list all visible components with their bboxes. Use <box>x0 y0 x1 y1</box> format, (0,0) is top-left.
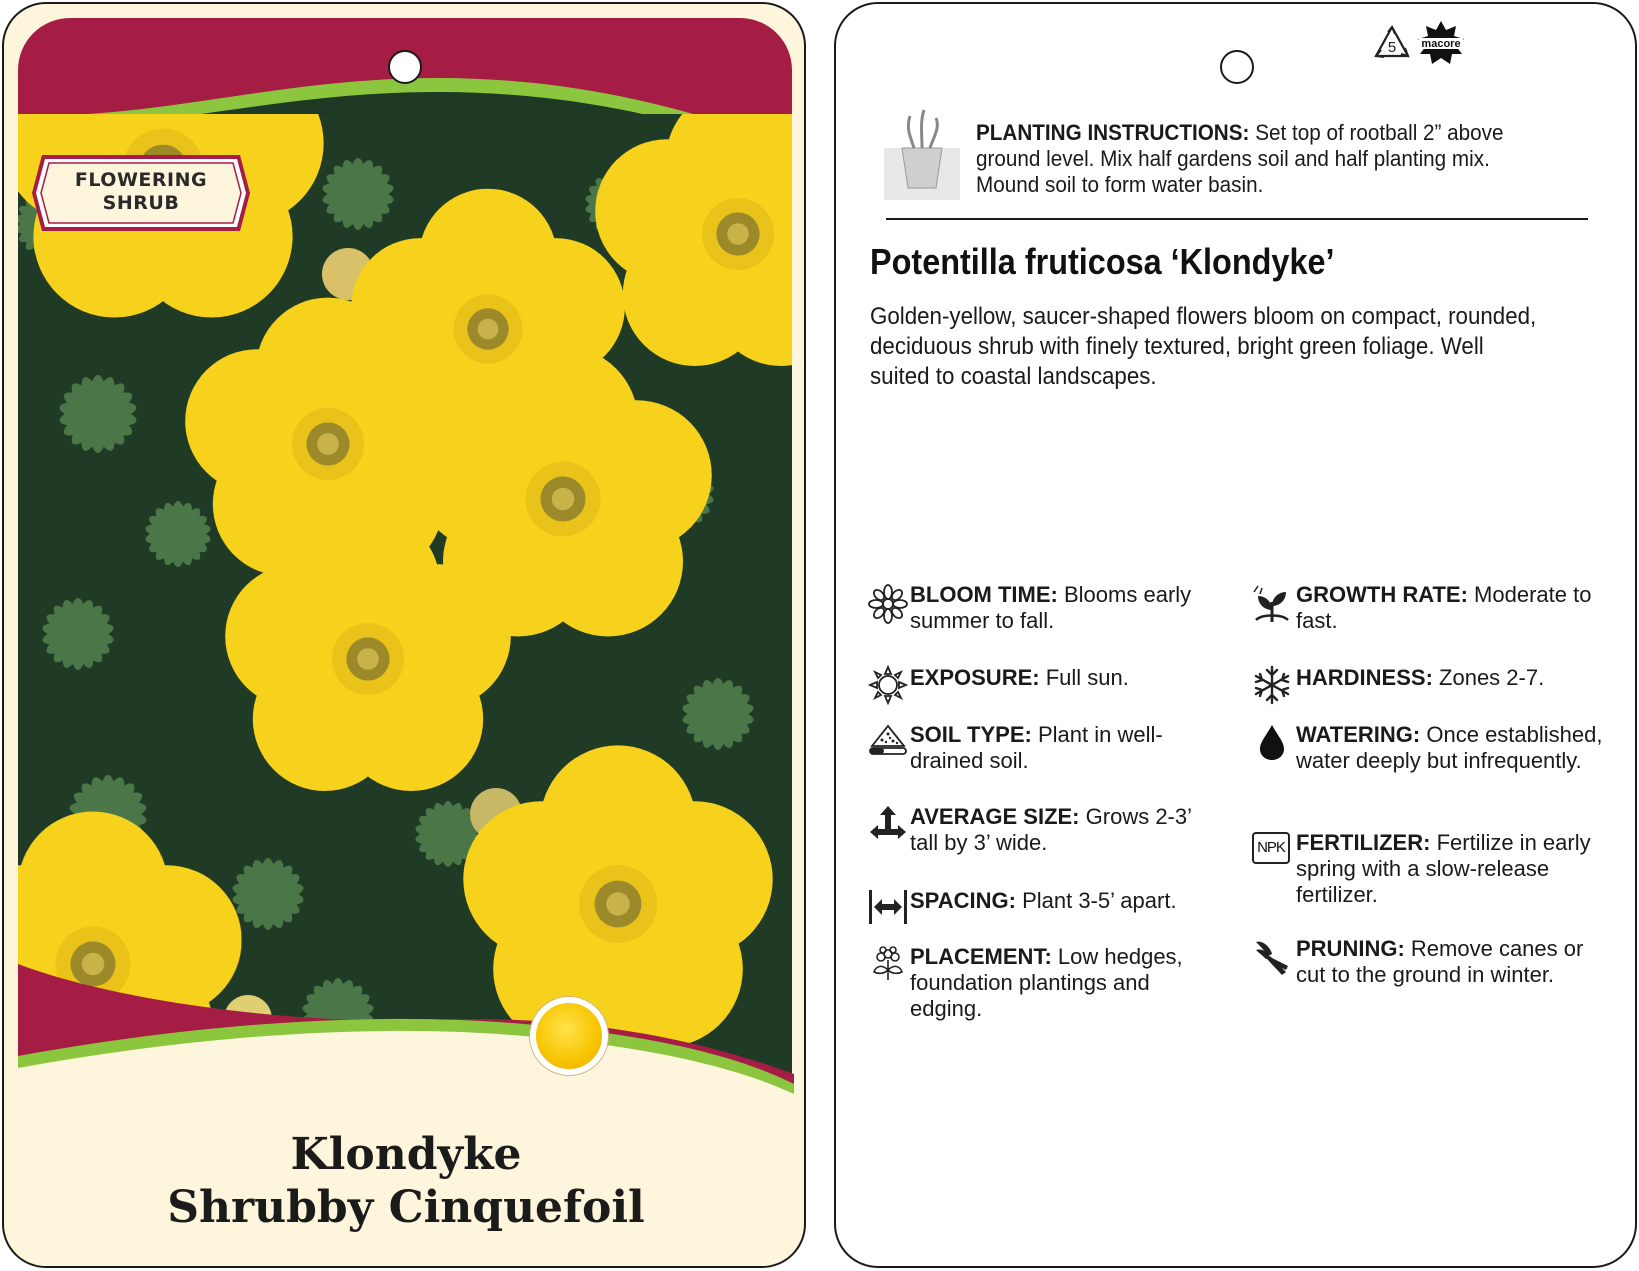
soil-type-text: Plant in well-drained soil. <box>910 722 1163 773</box>
watering-label: WATERING: <box>1296 722 1421 747</box>
watering <box>1296 722 1606 774</box>
growth-rate-text: Moderate to fast. <box>1296 582 1592 633</box>
placement-icon <box>868 944 908 984</box>
average-size <box>910 804 1210 856</box>
back-card <box>834 2 1637 1268</box>
full-sun-icon <box>530 997 608 1075</box>
soil-icon <box>868 722 908 762</box>
hang-hole <box>1220 50 1254 84</box>
average-size-label: AVERAGE SIZE: <box>910 804 1080 829</box>
hardiness-text: Zones 2-7. <box>1439 665 1545 690</box>
potted-plant-icon <box>884 108 960 200</box>
exposure-text: Full sun. <box>1045 665 1129 690</box>
average-size-text: Grows 2-3’ tall by 3’ wide. <box>910 804 1192 855</box>
plant-description: Golden-yellow, saucer-shaped flowers bloom on compact, rounded, deciduous shrub with finely textured, bright green foliage. Well suited to coastal landscapes. <box>870 303 1537 390</box>
badge-line-1: FLOWERING <box>74 169 208 191</box>
hardiness-label: HARDINESS: <box>1296 665 1433 690</box>
spacing-label: SPACING: <box>910 888 1016 913</box>
planting-instructions <box>976 120 1540 198</box>
hang-hole <box>388 50 422 84</box>
sun-icon <box>868 665 908 705</box>
spacing-text: Plant 3-5’ apart. <box>1022 888 1177 913</box>
front-card <box>2 2 806 1268</box>
bloom-time <box>910 582 1210 634</box>
sprout-icon <box>1252 584 1292 624</box>
divider-line <box>886 218 1588 220</box>
spacing-arrows-icon <box>868 886 908 926</box>
exposure-label: EXPOSURE: <box>910 665 1040 690</box>
water-drop-icon <box>1252 722 1292 762</box>
botanical-name: Potentilla fruticosa ‘Klondyke’ <box>870 241 1335 282</box>
spacing <box>910 888 1210 914</box>
placement-text: Low hedges, foundation plantings and edging. <box>910 944 1183 1021</box>
planting-instructions-label: PLANTING INSTRUCTIONS: <box>976 120 1250 145</box>
pruning-label: PRUNING: <box>1296 936 1405 961</box>
recycle-number: 5 <box>1387 39 1397 56</box>
exposure <box>910 665 1210 691</box>
common-name-line-2: Shrubby Cinquefoil <box>167 1182 645 1233</box>
fertilizer-text: Fertilize in early spring with a slow-release fertilizer. <box>1296 830 1591 907</box>
fertilizer-label: FERTILIZER: <box>1296 830 1431 855</box>
npk-icon: NPK <box>1252 832 1290 864</box>
size-arrows-icon <box>868 804 908 844</box>
fertilizer <box>1296 830 1606 908</box>
pruning-text: Remove canes or cut to the ground in winter. <box>1296 936 1584 987</box>
growth-rate-label: GROWTH RATE: <box>1296 582 1468 607</box>
placement <box>910 944 1210 1022</box>
flowering-shrub-badge <box>32 155 250 231</box>
macore-logo <box>1416 20 1466 66</box>
badge-line-2: SHRUB <box>102 192 180 214</box>
growth-rate <box>1296 582 1606 634</box>
watering-text: Once established, water deeply but infrequently. <box>1296 722 1603 773</box>
common-name <box>4 1128 806 1234</box>
bloom-time-text: Blooms early summer to fall. <box>910 582 1192 633</box>
pruning <box>1296 936 1606 988</box>
recycle-icon <box>1372 24 1412 62</box>
flower-icon <box>868 584 908 624</box>
plant-photo <box>18 114 792 1074</box>
bloom-time-label: BLOOM TIME: <box>910 582 1058 607</box>
placement-label: PLACEMENT: <box>910 944 1052 969</box>
pruners-icon <box>1252 938 1292 978</box>
hardiness <box>1296 665 1606 691</box>
macore-logo-text: macore <box>1421 38 1461 50</box>
soil-type-label: SOIL TYPE: <box>910 722 1032 747</box>
planting-instructions-text: Set top of rootball 2” above ground level. Mix half gardens soil and half planting mix. Mound soil to form water basin. <box>976 120 1504 197</box>
soil-type <box>910 722 1210 774</box>
common-name-line-1: Klondyke <box>290 1129 522 1180</box>
snowflake-icon <box>1252 665 1292 705</box>
